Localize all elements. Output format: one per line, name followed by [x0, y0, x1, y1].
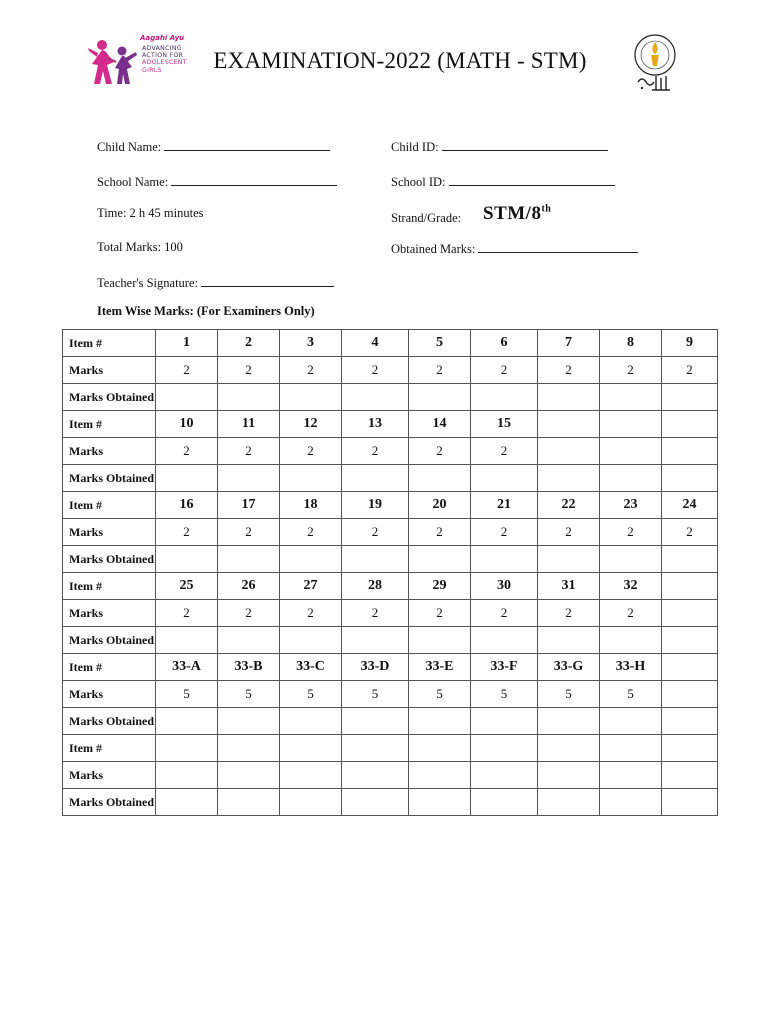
item-number-cell: 16	[156, 492, 218, 519]
marks-cell: 5	[471, 681, 538, 708]
marks-obtained-cell[interactable]	[218, 627, 280, 654]
item-number-cell: 4	[342, 330, 409, 357]
row-label: Marks	[63, 762, 156, 789]
item-number-cell: 33-F	[471, 654, 538, 681]
marks-obtained-row	[63, 627, 718, 654]
marks-cell: 5	[409, 681, 471, 708]
obtained-marks-field[interactable]: Obtained Marks:	[391, 240, 638, 257]
marks-obtained-cell[interactable]	[600, 627, 662, 654]
marks-obtained-cell[interactable]	[342, 384, 409, 411]
marks-obtained-cell[interactable]	[280, 465, 342, 492]
girls-figures-icon	[88, 38, 140, 86]
page-header	[0, 0, 770, 110]
marks-obtained-cell[interactable]	[280, 546, 342, 573]
marks-cell: 2	[280, 438, 342, 465]
item-number-cell	[471, 735, 538, 762]
item-number-cell: 26	[218, 573, 280, 600]
item-number-cell: 33-A	[156, 654, 218, 681]
marks-cell: 2	[342, 357, 409, 384]
school-name-field[interactable]: School Name:	[97, 173, 337, 190]
item-number-cell	[342, 735, 409, 762]
marks-obtained-cell[interactable]	[156, 384, 218, 411]
marks-obtained-cell[interactable]	[600, 546, 662, 573]
marks-obtained-cell[interactable]	[409, 789, 471, 816]
item-number-row	[63, 330, 718, 357]
marks-cell: 2	[218, 600, 280, 627]
marks-obtained-cell[interactable]	[538, 465, 600, 492]
marks-cell: 2	[156, 357, 218, 384]
item-number-cell: 30	[471, 573, 538, 600]
marks-cell: 5	[342, 681, 409, 708]
row-label: Marks Obtained	[63, 708, 156, 735]
marks-obtained-cell[interactable]	[280, 708, 342, 735]
item-number-cell: 11	[218, 411, 280, 438]
page-title: EXAMINATION-2022 (MATH - STM)	[213, 48, 587, 73]
marks-cell: 2	[156, 438, 218, 465]
marks-obtained-cell[interactable]	[471, 546, 538, 573]
marks-cell: 2	[471, 519, 538, 546]
marks-cell: 2	[156, 600, 218, 627]
item-number-cell: 24	[662, 492, 718, 519]
item-number-cell: 31	[538, 573, 600, 600]
marks-cell: 2	[538, 519, 600, 546]
item-number-row	[63, 654, 718, 681]
teacher-signature-line[interactable]	[201, 274, 334, 287]
marks-cell: 2	[280, 519, 342, 546]
row-label: Marks Obtained	[63, 465, 156, 492]
item-number-cell	[662, 573, 718, 600]
marks-cell: 5	[218, 681, 280, 708]
marks-obtained-cell[interactable]	[662, 384, 718, 411]
marks-obtained-cell[interactable]	[600, 789, 662, 816]
marks-obtained-cell[interactable]	[156, 789, 218, 816]
row-label: Marks Obtained	[63, 546, 156, 573]
marks-obtained-cell[interactable]	[409, 708, 471, 735]
item-number-cell: 33-D	[342, 654, 409, 681]
marks-obtained-cell[interactable]	[538, 627, 600, 654]
item-number-cell	[662, 735, 718, 762]
marks-cell: 2	[156, 519, 218, 546]
marks-cell: 2	[409, 519, 471, 546]
marks-obtained-cell[interactable]	[600, 465, 662, 492]
marks-cell	[156, 762, 218, 789]
marks-obtained-cell[interactable]	[342, 708, 409, 735]
item-number-cell: 9	[662, 330, 718, 357]
marks-cell	[218, 762, 280, 789]
item-number-cell: 33-G	[538, 654, 600, 681]
child-id-field[interactable]: Child ID:	[391, 138, 608, 155]
marks-cell: 2	[342, 438, 409, 465]
row-label: Item #	[63, 492, 156, 519]
marks-obtained-row	[63, 708, 718, 735]
item-number-cell: 3	[280, 330, 342, 357]
item-number-cell: 28	[342, 573, 409, 600]
marks-cell: 2	[342, 519, 409, 546]
marks-obtained-cell[interactable]	[342, 627, 409, 654]
marks-obtained-cell[interactable]	[218, 708, 280, 735]
item-number-cell: 14	[409, 411, 471, 438]
marks-cell: 2	[218, 519, 280, 546]
marks-obtained-cell[interactable]	[409, 465, 471, 492]
item-number-cell	[538, 411, 600, 438]
item-number-row	[63, 411, 718, 438]
row-label: Marks	[63, 681, 156, 708]
item-number-cell	[280, 735, 342, 762]
marks-obtained-cell[interactable]	[156, 627, 218, 654]
marks-cell: 2	[409, 600, 471, 627]
marks-cell: 5	[156, 681, 218, 708]
strand-value: STM/8th	[483, 203, 552, 224]
strand-label: Strand/Grade:	[391, 211, 462, 225]
marks-obtained-cell[interactable]	[600, 708, 662, 735]
marks-cell	[600, 438, 662, 465]
item-number-cell: 17	[218, 492, 280, 519]
item-number-cell: 33-C	[280, 654, 342, 681]
row-label: Item #	[63, 411, 156, 438]
marks-cell: 2	[280, 600, 342, 627]
item-number-cell	[600, 411, 662, 438]
item-number-cell: 7	[538, 330, 600, 357]
item-number-cell: 33-B	[218, 654, 280, 681]
marks-cell: 2	[409, 357, 471, 384]
row-label: Marks	[63, 600, 156, 627]
marks-obtained-row	[63, 546, 718, 573]
logo-brand: Aagahi Ayu	[140, 34, 185, 42]
marks-row	[63, 681, 718, 708]
marks-cell	[538, 438, 600, 465]
marks-cell: 2	[600, 357, 662, 384]
marks-obtained-cell[interactable]	[662, 465, 718, 492]
marks-obtained-cell[interactable]	[156, 708, 218, 735]
marks-row	[63, 519, 718, 546]
marks-obtained-cell[interactable]	[662, 708, 718, 735]
marks-obtained-cell[interactable]	[342, 789, 409, 816]
marks-cell: 2	[280, 357, 342, 384]
item-number-cell	[156, 735, 218, 762]
row-label: Marks Obtained	[63, 627, 156, 654]
marks-obtained-cell[interactable]	[218, 546, 280, 573]
marks-obtained-cell[interactable]	[409, 384, 471, 411]
marks-row	[63, 357, 718, 384]
row-label: Item #	[63, 573, 156, 600]
marks-obtained-cell[interactable]	[342, 546, 409, 573]
marks-obtained-cell[interactable]	[156, 546, 218, 573]
marks-obtained-cell[interactable]	[280, 384, 342, 411]
torch-seal-icon	[632, 32, 678, 96]
item-number-cell: 12	[280, 411, 342, 438]
marks-row	[63, 438, 718, 465]
marks-cell: 5	[600, 681, 662, 708]
item-number-cell: 2	[218, 330, 280, 357]
marks-obtained-cell[interactable]	[218, 384, 280, 411]
row-label: Marks	[63, 438, 156, 465]
marks-obtained-cell[interactable]	[409, 546, 471, 573]
item-number-cell: 10	[156, 411, 218, 438]
item-number-cell: 1	[156, 330, 218, 357]
item-number-cell	[662, 411, 718, 438]
marks-obtained-row	[63, 465, 718, 492]
marks-obtained-cell[interactable]	[471, 465, 538, 492]
item-number-row	[63, 573, 718, 600]
marks-row	[63, 762, 718, 789]
marks-obtained-cell[interactable]	[600, 384, 662, 411]
item-number-cell: 29	[409, 573, 471, 600]
item-number-cell: 18	[280, 492, 342, 519]
item-number-cell: 22	[538, 492, 600, 519]
marks-obtained-cell[interactable]	[662, 546, 718, 573]
item-number-cell	[409, 735, 471, 762]
item-number-row	[63, 735, 718, 762]
marks-obtained-cell[interactable]	[471, 627, 538, 654]
marks-cell	[471, 762, 538, 789]
item-number-cell: 33-E	[409, 654, 471, 681]
obtained-marks-line[interactable]	[478, 240, 638, 253]
marks-obtained-cell[interactable]	[538, 708, 600, 735]
marks-cell: 2	[662, 519, 718, 546]
marks-obtained-cell[interactable]	[538, 384, 600, 411]
item-number-row	[63, 492, 718, 519]
item-number-cell: 5	[409, 330, 471, 357]
item-number-cell: 32	[600, 573, 662, 600]
marks-obtained-row	[63, 789, 718, 816]
marks-cell: 5	[538, 681, 600, 708]
row-label: Item #	[63, 654, 156, 681]
marks-obtained-cell[interactable]	[662, 627, 718, 654]
marks-cell: 2	[471, 357, 538, 384]
item-number-cell: 6	[471, 330, 538, 357]
marks-cell: 2	[600, 519, 662, 546]
child-name-field[interactable]: Child Name:	[97, 138, 330, 155]
school-id-field[interactable]: School ID:	[391, 173, 615, 190]
marks-obtained-cell[interactable]	[471, 384, 538, 411]
item-number-cell	[218, 735, 280, 762]
item-number-cell: 19	[342, 492, 409, 519]
marks-obtained-cell[interactable]	[538, 546, 600, 573]
item-number-cell	[662, 654, 718, 681]
marks-cell: 2	[538, 600, 600, 627]
item-number-cell: 33-H	[600, 654, 662, 681]
marks-cell: 2	[218, 357, 280, 384]
item-number-cell	[538, 735, 600, 762]
marks-obtained-cell[interactable]	[409, 627, 471, 654]
item-number-cell: 13	[342, 411, 409, 438]
child-id-line[interactable]	[442, 138, 608, 151]
school-id-line[interactable]	[449, 173, 615, 186]
item-number-cell: 15	[471, 411, 538, 438]
row-label: Item #	[63, 330, 156, 357]
item-number-cell	[600, 735, 662, 762]
item-number-cell: 27	[280, 573, 342, 600]
marks-obtained-row	[63, 384, 718, 411]
marks-cell: 2	[471, 600, 538, 627]
child-name-line[interactable]	[164, 138, 330, 151]
total-marks-text: Total Marks: 100	[97, 240, 183, 254]
advancing-action-logo	[88, 34, 193, 89]
item-number-cell: 20	[409, 492, 471, 519]
marks-obtained-cell[interactable]	[280, 627, 342, 654]
school-name-line[interactable]	[171, 173, 337, 186]
logo-tagline: ADVANCING ACTION FOR ADOLESCENT GIRLS	[142, 45, 187, 74]
marks-cell: 2	[342, 600, 409, 627]
row-label: Marks	[63, 519, 156, 546]
teacher-signature-field[interactable]: Teacher's Signature:	[97, 274, 334, 291]
item-number-cell: 8	[600, 330, 662, 357]
marks-obtained-cell[interactable]	[471, 708, 538, 735]
marks-cell	[662, 762, 718, 789]
item-number-cell: 25	[156, 573, 218, 600]
row-label: Marks	[63, 357, 156, 384]
marks-cell	[342, 762, 409, 789]
item-wise-marks-title: Item Wise Marks: (For Examiners Only)	[97, 304, 315, 318]
time-text: Time: 2 h 45 minutes	[97, 206, 204, 220]
marks-cell: 2	[218, 438, 280, 465]
marks-obtained-cell[interactable]	[342, 465, 409, 492]
row-label: Item #	[63, 735, 156, 762]
item-number-cell: 21	[471, 492, 538, 519]
row-label: Marks Obtained	[63, 789, 156, 816]
row-label: Marks Obtained	[63, 384, 156, 411]
marks-cell: 2	[600, 600, 662, 627]
marks-cell	[662, 438, 718, 465]
marks-cell: 5	[280, 681, 342, 708]
item-number-cell: 23	[600, 492, 662, 519]
marks-obtained-cell[interactable]	[471, 789, 538, 816]
marks-cell: 2	[471, 438, 538, 465]
marks-cell	[409, 762, 471, 789]
marks-obtained-cell[interactable]	[280, 789, 342, 816]
marks-obtained-cell[interactable]	[156, 465, 218, 492]
marks-obtained-cell[interactable]	[538, 789, 600, 816]
marks-row	[63, 600, 718, 627]
marks-cell	[538, 762, 600, 789]
marks-cell: 2	[538, 357, 600, 384]
marks-cell: 2	[662, 357, 718, 384]
marks-cell: 2	[409, 438, 471, 465]
marks-obtained-cell[interactable]	[218, 789, 280, 816]
marks-cell	[280, 762, 342, 789]
marks-cell	[662, 600, 718, 627]
marks-cell	[600, 762, 662, 789]
marks-cell	[662, 681, 718, 708]
marks-obtained-cell[interactable]	[218, 465, 280, 492]
item-marks-table	[62, 329, 718, 816]
marks-obtained-cell[interactable]	[662, 789, 718, 816]
